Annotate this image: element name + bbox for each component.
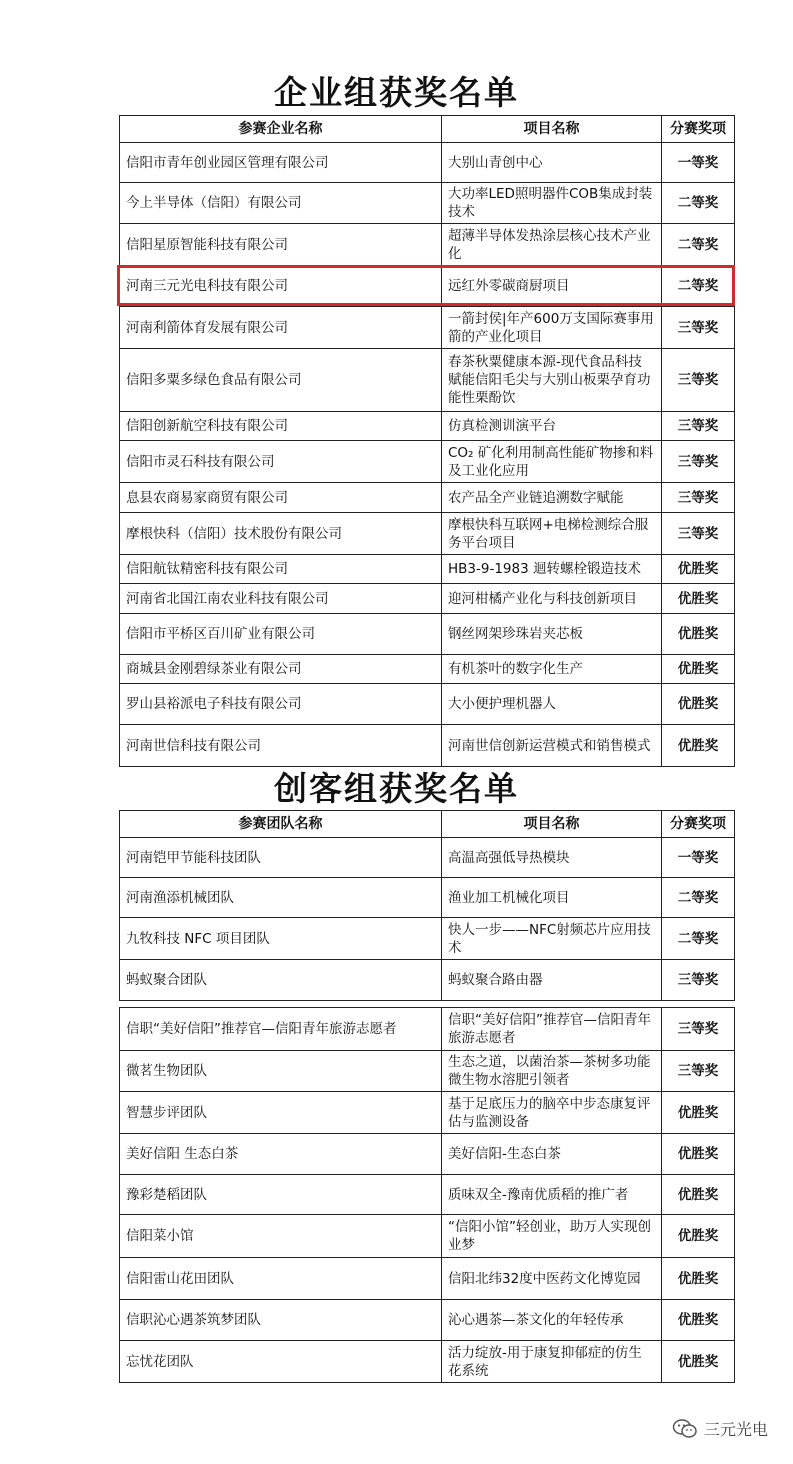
entrant-name-cell: 信阳市青年创业园区管理有限公司 — [120, 143, 442, 183]
award-cell: 三等奖 — [662, 483, 735, 513]
entrant-name-cell: 今上半导体（信阳）有限公司 — [120, 183, 442, 224]
table-row — [120, 1341, 735, 1383]
table-row — [120, 960, 735, 1001]
award-cell: 优胜奖 — [662, 1092, 735, 1134]
award-cell: 二等奖 — [662, 878, 735, 918]
maker-title: 创客组获奖名单 — [274, 769, 519, 808]
table-row — [120, 878, 735, 918]
project-name-cell: 活力绽放-用于康复抑郁症的仿生花系统 — [442, 1341, 662, 1383]
award-cell: 优胜奖 — [662, 584, 735, 614]
entrant-name-cell: 微茗生物团队 — [120, 1051, 442, 1092]
table-row — [120, 684, 735, 725]
award-cell: 优胜奖 — [662, 684, 735, 725]
project-name-cell: 远红外零碳商厨项目 — [442, 266, 662, 307]
award-cell: 三等奖 — [662, 307, 735, 349]
table-row — [120, 483, 735, 513]
entrant-name-cell: 智慧步评团队 — [120, 1092, 442, 1134]
entrant-name-cell: 河南渔添机械团队 — [120, 878, 442, 918]
watermark — [672, 1417, 768, 1440]
project-name-cell: 有机茶叶的数字化生产 — [442, 655, 662, 684]
award-cell: 二等奖 — [662, 183, 735, 224]
entrant-name-cell: 罗山县裕派电子科技有限公司 — [120, 684, 442, 725]
award-cell: 三等奖 — [662, 513, 735, 555]
entrant-name-cell: 信职沁心遇茶筑梦团队 — [120, 1300, 442, 1341]
award-cell: 优胜奖 — [662, 1134, 735, 1175]
award-cell: 优胜奖 — [662, 614, 735, 655]
maker-award-table-continued — [119, 1007, 735, 1383]
table-row — [120, 918, 735, 960]
table-row — [120, 1008, 735, 1051]
entrant-name-cell: 商城县金刚碧绿茶业有限公司 — [120, 655, 442, 684]
award-cell: 三等奖 — [662, 1008, 735, 1051]
entrant-name-cell: 信阳多粟多绿色食品有限公司 — [120, 349, 442, 412]
award-cell: 三等奖 — [662, 1051, 735, 1092]
entrant-name-cell: 摩根快科（信阳）技术股份有限公司 — [120, 513, 442, 555]
project-name-cell: 大功率LED照明器件COB集成封装技术 — [442, 183, 662, 224]
project-name-cell: 大别山青创中心 — [442, 143, 662, 183]
column-header-award: 分赛奖项 — [662, 116, 735, 143]
entrant-name-cell: 豫彩楚稻团队 — [120, 1175, 442, 1215]
award-cell: 优胜奖 — [662, 725, 735, 767]
column-header-company: 参赛企业名称 — [120, 116, 442, 143]
project-name-cell: 沁心遇茶—茶文化的年轻传承 — [442, 1300, 662, 1341]
column-header-award: 分赛奖项 — [662, 811, 735, 838]
table-row — [120, 614, 735, 655]
table-row — [120, 513, 735, 555]
project-name-cell: 春茶秋粟健康本源-现代食品科技赋能信阳毛尖与大别山板栗孕育功能性栗酚饮 — [442, 349, 662, 412]
enterprise-award-table — [119, 115, 735, 767]
entrant-name-cell: 信阳市平桥区百川矿业有限公司 — [120, 614, 442, 655]
table-row — [120, 838, 735, 878]
project-name-cell: 河南世信创新运营模式和销售模式 — [442, 725, 662, 767]
award-cell: 一等奖 — [662, 143, 735, 183]
project-name-cell: “信阳小馆”轻创业，助万人实现创业梦 — [442, 1215, 662, 1258]
project-name-cell: 蚂蚁聚合路由器 — [442, 960, 662, 1001]
award-cell: 三等奖 — [662, 960, 735, 1001]
column-header-project: 项目名称 — [442, 116, 662, 143]
project-name-cell: 一箭封侯|年产600万支国际赛事用箭的产业化项目 — [442, 307, 662, 349]
project-name-cell: 基于足底压力的脑卒中步态康复评估与监测设备 — [442, 1092, 662, 1134]
table-row — [120, 1300, 735, 1341]
column-header-team: 参赛团队名称 — [120, 811, 442, 838]
project-name-cell: 钢丝网架珍珠岩夹芯板 — [442, 614, 662, 655]
project-name-cell: 渔业加工机械化项目 — [442, 878, 662, 918]
table-row — [120, 183, 735, 224]
entrant-name-cell: 忘忧花团队 — [120, 1341, 442, 1383]
entrant-name-cell: 信阳航钛精密科技有限公司 — [120, 555, 442, 584]
project-name-cell: 摩根快科互联网+电梯检测综合服务平台项目 — [442, 513, 662, 555]
entrant-name-cell: 河南世信科技有限公司 — [120, 725, 442, 767]
award-cell: 优胜奖 — [662, 1215, 735, 1258]
project-name-cell: 质味双全-豫南优质稻的推广者 — [442, 1175, 662, 1215]
table-row — [120, 1051, 735, 1092]
award-cell: 一等奖 — [662, 838, 735, 878]
column-header-project: 项目名称 — [442, 811, 662, 838]
maker-award-table — [119, 810, 735, 1001]
entrant-name-cell: 信阳市灵石科技有限公司 — [120, 441, 442, 483]
entrant-name-cell: 九牧科技 NFC 项目团队 — [120, 918, 442, 960]
entrant-name-cell: 息县农商易家商贸有限公司 — [120, 483, 442, 513]
project-name-cell: 快人一步——NFC射频芯片应用技术 — [442, 918, 662, 960]
project-name-cell: 信阳北纬32度中医药文化博览园 — [442, 1258, 662, 1300]
entrant-name-cell: 信阳创新航空科技有限公司 — [120, 412, 442, 441]
award-cell: 三等奖 — [662, 412, 735, 441]
entrant-name-cell: 信阳星原智能科技有限公司 — [120, 224, 442, 266]
entrant-name-cell: 河南三元光电科技有限公司 — [120, 266, 442, 307]
project-name-cell: 高温高强低导热模块 — [442, 838, 662, 878]
table-row — [120, 584, 735, 614]
table-row — [120, 1134, 735, 1175]
entrant-name-cell: 信职“美好信阳”推荐官—信阳青年旅游志愿者 — [120, 1008, 442, 1051]
award-cell: 优胜奖 — [662, 655, 735, 684]
award-cell: 三等奖 — [662, 349, 735, 412]
table-row — [120, 349, 735, 412]
table-row — [120, 1258, 735, 1300]
entrant-name-cell: 河南省北国江南农业科技有限公司 — [120, 584, 442, 614]
enterprise-title: 企业组获奖名单 — [274, 73, 519, 112]
wechat-icon — [672, 1418, 698, 1440]
table-row — [120, 1092, 735, 1134]
table-row — [120, 1175, 735, 1215]
table-row — [120, 441, 735, 483]
table-row — [120, 266, 735, 307]
entrant-name-cell: 河南铠甲节能科技团队 — [120, 838, 442, 878]
table-row — [120, 555, 735, 584]
table-row — [120, 307, 735, 349]
table-row — [120, 655, 735, 684]
award-cell: 优胜奖 — [662, 1300, 735, 1341]
entrant-name-cell: 信阳雷山花田团队 — [120, 1258, 442, 1300]
project-name-cell: 信职“美好信阳”推荐官—信阳青年旅游志愿者 — [442, 1008, 662, 1051]
project-name-cell: 仿真检测训演平台 — [442, 412, 662, 441]
entrant-name-cell: 信阳菜小馆 — [120, 1215, 442, 1258]
award-cell: 优胜奖 — [662, 1341, 735, 1383]
award-cell: 三等奖 — [662, 441, 735, 483]
table-row — [120, 224, 735, 266]
project-name-cell: CO₂ 矿化利用制高性能矿物掺和料及工业化应用 — [442, 441, 662, 483]
award-cell: 二等奖 — [662, 224, 735, 266]
watermark-text: 三元光电 — [703, 1420, 768, 1439]
table-row — [120, 143, 735, 183]
table-row — [120, 725, 735, 767]
entrant-name-cell: 河南利箭体育发展有限公司 — [120, 307, 442, 349]
project-name-cell: 生态之道，以菌治茶—茶树多功能微生物水溶肥引领者 — [442, 1051, 662, 1092]
table-row — [120, 1215, 735, 1258]
award-cell: 优胜奖 — [662, 555, 735, 584]
project-name-cell: 超薄半导体发热涂层核心技术产业化 — [442, 224, 662, 266]
award-cell: 二等奖 — [662, 266, 735, 307]
award-cell: 优胜奖 — [662, 1258, 735, 1300]
award-cell: 二等奖 — [662, 918, 735, 960]
table-row — [120, 412, 735, 441]
award-cell: 优胜奖 — [662, 1175, 735, 1215]
entrant-name-cell: 蚂蚁聚合团队 — [120, 960, 442, 1001]
project-name-cell: 农产品全产业链追溯数字赋能 — [442, 483, 662, 513]
project-name-cell: 大小便护理机器人 — [442, 684, 662, 725]
project-name-cell: HB3-9-1983 迴转螺栓锻造技术 — [442, 555, 662, 584]
project-name-cell: 迎河柑橘产业化与科技创新项目 — [442, 584, 662, 614]
entrant-name-cell: 美好信阳 生态白茶 — [120, 1134, 442, 1175]
project-name-cell: 美好信阳-生态白茶 — [442, 1134, 662, 1175]
